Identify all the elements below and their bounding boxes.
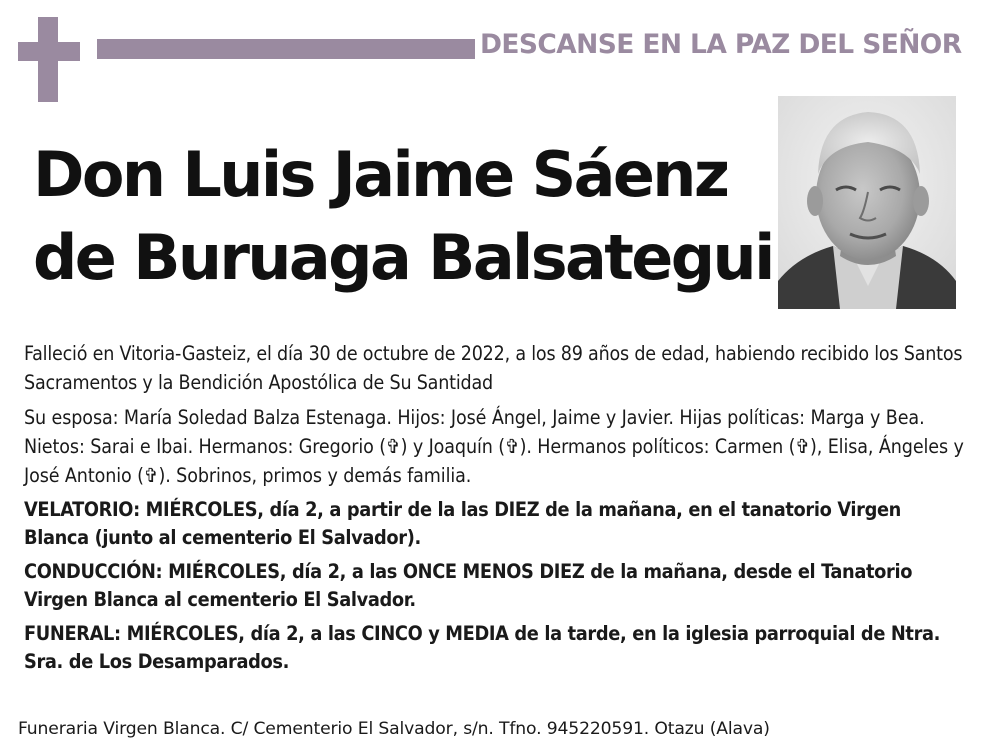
funeral-notice: FUNERAL: MIÉRCOLES, día 2, a las CINCO y MEDIA de la tarde, en la iglesia parroquial de Ntra. Sra. de Los Desamparados. <box>24 622 941 673</box>
deceased-name <box>33 133 773 299</box>
velatorio-notice: VELATORIO: MIÉRCOLES, día 2, a partir de la las DIEZ de la mañana, en el tanatorio Virgen Blanca (junto al cementerio El Salvador). <box>24 498 902 549</box>
portrait-photo <box>778 96 956 309</box>
death-notice: Falleció en Vitoria-Gasteiz, el día 30 de octubre de 2022, a los 89 años de edad, habiendo recibido los Santos Sacramentos y la Bendición Apostólica de Su Santidad <box>24 342 963 394</box>
funeral-home-footer: Funeraria Virgen Blanca. C/ Cementerio El Salvador, s/n. Tfno. 945220591. Otazu (Alava) <box>18 719 770 739</box>
obituary-body <box>24 339 964 676</box>
latin-cross-icon <box>18 17 80 102</box>
deceased-name-line1: Don Luis Jaime Sáenz <box>33 138 728 211</box>
family-list: Su esposa: María Soledad Balza Estenaga. Hijos: José Ángel, Jaime y Javier. Hijas políticas: Marga y Bea. Nietos: Sarai e Ibai. Hermanos: Gregorio (✞) y Joaquín (✞). Hermanos políticos: Carmen (✞), Elisa, Ángeles y José Antonio (✞). Sobrinos, primos y demás familia. <box>24 406 964 487</box>
header-title: DESCANSE EN LA PAZ DEL SEÑOR <box>480 29 962 60</box>
deceased-name-line2: de Buruaga Balsategui <box>33 221 773 294</box>
conduccion-notice: CONDUCCIÓN: MIÉRCOLES, día 2, a las ONCE MENOS DIEZ de la mañana, desde el Tanatorio Virgen Blanca al cementerio El Salvador. <box>24 560 913 611</box>
header-rule <box>97 39 475 59</box>
